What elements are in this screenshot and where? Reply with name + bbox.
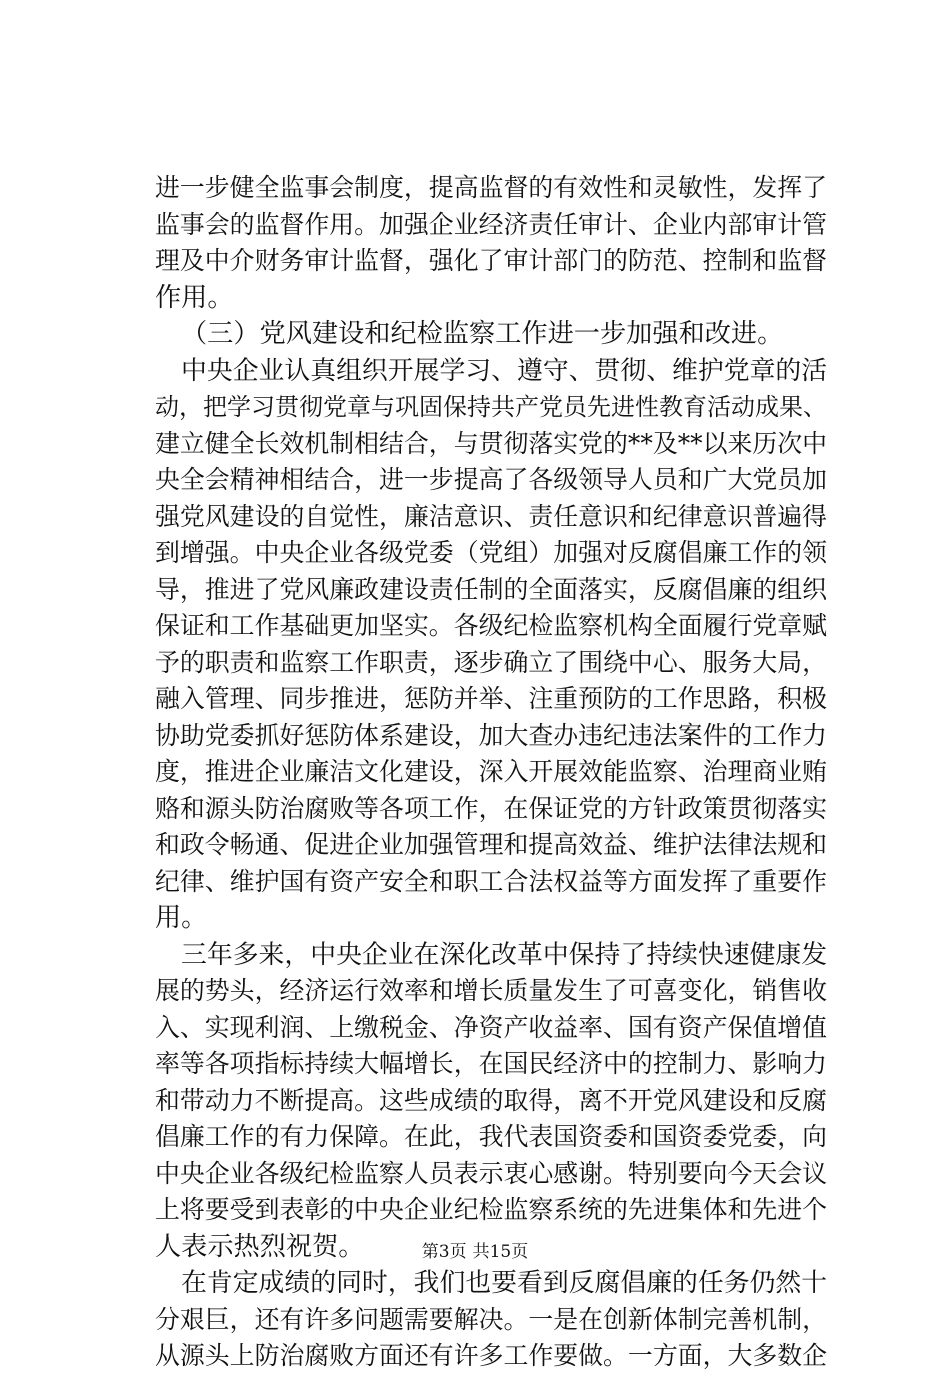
page-total: 共15页	[472, 1242, 529, 1262]
text-line: 纪律、维护国有资产安全和职工合法权益等方面发挥了重要作	[155, 866, 828, 896]
text-line: 分艰巨，还有许多问题需要解决。一是在创新体制完善机制，	[155, 1304, 828, 1334]
text-line: 度，推进企业廉洁文化建设，深入开展效能监察、治理商业贿	[155, 757, 828, 786]
text-line: 到增强。中央企业各级党委（党组）加强对反腐倡廉工作的领	[155, 538, 828, 567]
text-line: 和带动力不断提高。这些成绩的取得，离不开党风建设和反腐	[155, 1085, 828, 1115]
text-line: 展的势头，经济运行效率和增长质量发生了可喜变化，销售收	[155, 976, 828, 1005]
text-line: 中央企业各级纪检监察人员表示衷心感谢。特别要向今天会议	[155, 1158, 828, 1188]
text-line: 作用。	[155, 282, 234, 313]
text-line: 予的职责和监察工作职责，逐步确立了围绕中心、服务大局，	[155, 647, 828, 677]
paragraph-start-line: 中央企业认真组织开展学习、遵守、贯彻、维护党章的活	[181, 355, 828, 386]
page-number: 第3页	[421, 1242, 467, 1262]
page-footer	[0, 1240, 950, 1264]
text-line: 融入管理、同步推进，惩防并举、注重预防的工作思路，积极	[155, 684, 828, 713]
text-line: 用。	[155, 903, 208, 933]
paragraph-start-line: 三年多来，中央企业在深化改革中保持了持续快速健康发	[181, 939, 828, 970]
text-line: 保证和工作基础更加坚实。各级纪检监察机构全面履行党章赋	[155, 611, 828, 640]
text-line: 央全会精神相结合，进一步提高了各级领导人员和广大党员加	[155, 465, 828, 494]
text-line: 人表示热烈祝贺。	[155, 1231, 365, 1262]
text-line: 导，推进了党风廉政建设责任制的全面落实，反腐倡廉的组织	[155, 574, 828, 604]
text-line: 动，把学习贯彻党章与巩固保持共产党员先进性教育活动成果、	[155, 393, 827, 421]
text-line: 监事会的监督作用。加强企业经济责任审计、企业内部审计管	[155, 209, 828, 239]
text-line: 强党风建设的自觉性，廉洁意识、责任意识和纪律意识普遍得	[155, 501, 828, 531]
text-line: 和政令畅通、促进企业加强管理和提高效益、维护法律法规和	[155, 830, 828, 859]
text-line: 从源头上防治腐败方面还有许多工作要做。一方面，大多数企	[155, 1341, 828, 1370]
section-heading: （三）党风建设和纪检监察工作进一步加强和改进。	[181, 319, 784, 349]
text-line: 倡廉工作的有力保障。在此，我代表国资委和国资委党委，向	[155, 1122, 828, 1151]
text-line: 理及中介财务审计监督，强化了审计部门的防范、控制和监督	[155, 246, 828, 275]
text-line: 率等各项指标持续大幅增长，在国民经济中的控制力、影响力	[155, 1049, 828, 1078]
text-line: 协助党委抓好惩防体系建设，加大查办违纪违法案件的工作力	[155, 720, 828, 750]
document-body	[155, 170, 827, 1375]
text-line: 建立健全长效机制相结合，与贯彻落实党的**及**以来历次中	[155, 428, 828, 458]
text-line: 入、实现利润、上缴税金、净资产收益率、国有资产保值增值	[155, 1012, 828, 1042]
paragraph-start-line: 在肯定成绩的同时，我们也要看到反腐倡廉的任务仍然十	[181, 1268, 828, 1298]
text-line: 赂和源头防治腐败等各项工作，在保证党的方针政策贯彻落实	[155, 793, 828, 823]
text-line: 进一步健全监事会制度，提高监督的有效性和灵敏性，发挥了	[155, 173, 828, 202]
text-line: 上将要受到表彰的中央企业纪检监察系统的先进集体和先进个	[155, 1195, 828, 1224]
